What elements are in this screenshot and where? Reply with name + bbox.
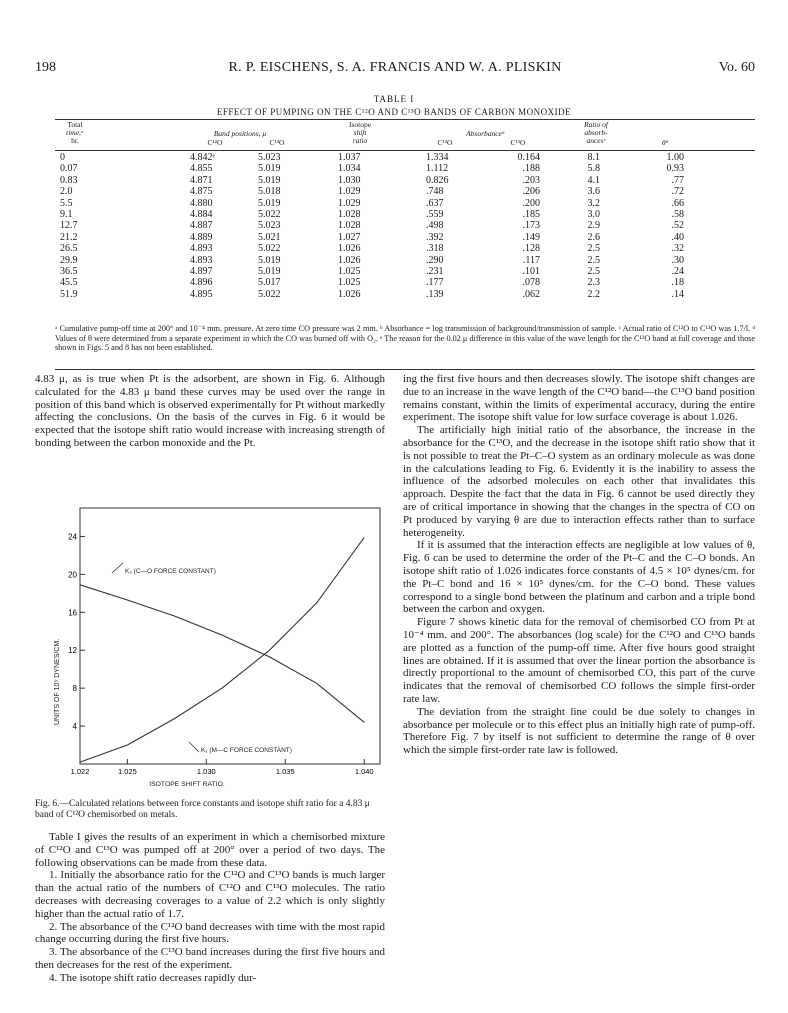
table-cell: 5.5 (60, 197, 73, 209)
table-cell: .24 (671, 265, 684, 277)
table-cell: 1.026 (338, 243, 361, 255)
table-cell: 5.021 (258, 231, 281, 243)
y-tick-label: 12 (68, 646, 77, 656)
table-column (572, 152, 600, 300)
table-cell: 51.9 (60, 288, 78, 300)
table-cell: 4.855 (190, 163, 213, 175)
table-cell: 0.164 (517, 152, 540, 163)
k2-curve (80, 585, 364, 723)
table-cell: 26.5 (60, 243, 78, 255)
table-column (60, 152, 92, 300)
table-cell: .40 (671, 231, 684, 243)
table-cell: .18 (671, 277, 684, 289)
table-cell: 1.027 (338, 231, 361, 243)
table-cell: 2.5 (587, 243, 600, 255)
table-cell: 4.893 (190, 254, 213, 266)
table-cell: 5.019 (258, 174, 281, 186)
table-footnotes: ᵃ Cumulative pump-off time at 200° and 10⁻⁴ mm. pressure. At zero time CO pressure was 2 mm. ᵇ Absorbance = log transmission of background/transmission of sample. ᶜ Actual ratio of C¹²O to C¹³O was 1.7/l. ᵈ Values of θ were determined from a separate experiment in which the CO was burned off with O₂. ᵉ The reason for the 0.02 μ difference in this value of the wave length for the C¹²O band at full coverage and those shown in Figs. 5 and 8 has not been established. (55, 324, 755, 352)
header-abs-c12: C¹²O (437, 138, 453, 147)
table-cell: 1.025 (338, 277, 361, 289)
figure-6-caption: Fig. 6.—Calculated relations between force constants and isotope shift ratio for a 4.83 μ band of C¹²O chemisorbed on metals. (35, 799, 370, 820)
table-cell: 5.019 (258, 265, 281, 277)
table-cell: 1.026 (338, 288, 361, 300)
plot-frame (80, 508, 380, 764)
table-cell: .14 (671, 288, 684, 300)
table-cell: 1.112 (426, 163, 449, 175)
table-cell: 4.1 (587, 174, 600, 186)
table-cell: 4.897 (190, 265, 213, 277)
table-cell: 5.023 (258, 220, 281, 232)
header-abs-c13: C¹³O (510, 138, 526, 147)
y-tick-label: 24 (68, 532, 77, 542)
table-cell: .318 (426, 243, 444, 255)
table-label: TABLE I (373, 94, 415, 104)
header-band: Band positions, μ (213, 129, 267, 138)
table-cell: .392 (426, 231, 444, 243)
header-time: Total time,ᵃ hr. (66, 120, 84, 145)
table-cell: .062 (522, 288, 540, 300)
table-cell: .200 (522, 197, 540, 209)
table-cell: 4.875 (190, 186, 213, 198)
table-cell: 4.884 (190, 208, 213, 220)
table-cell: 2.3 (587, 277, 600, 289)
authors: R. P. EISCHENS, S. A. FRANCIS AND W. A. PLISKIN (228, 60, 562, 75)
table-cell: 29.9 (60, 254, 78, 266)
table-cell: 5.022 (258, 243, 281, 255)
table-cell: 2.5 (587, 265, 600, 277)
table-column (426, 152, 471, 300)
table-cell: 1.030 (338, 174, 361, 186)
paragraph: The deviation from the straight line could be due solely to changes in absorbance per molecule or to this effect plus an initially high rate of pump-off. Therefore Fig. 7 by itself is not sufficient to determine the range of θ over which the simple first-order rate law is followed. (403, 705, 755, 757)
paragraph: 4. The isotope shift ratio decreases rapidly dur- (49, 971, 257, 984)
table-cell: 1.037 (338, 152, 361, 163)
table-cell: 5.017 (258, 277, 281, 289)
table-cell: .72 (671, 186, 684, 198)
left-column-bottom (35, 831, 385, 985)
table-cell: 5.022 (258, 288, 281, 300)
table-cell: .30 (671, 254, 684, 266)
table-cell: 5.023 (258, 152, 281, 163)
table-cell: 0.07 (60, 163, 78, 175)
table-column (498, 152, 540, 300)
paragraph: Figure 7 shows kinetic data for the removal of chemisorbed CO from Pt at 10⁻⁴ mm. and 200°. The absorbances (log scale) for the C¹²O and C¹³O bands are plotted as a function of the pump-off time. After five hours good straight lines are obtained. If it is assumed that over the linear portion the absorbance is directly proportional to the amount of chemisorbed CO, this part of the curve indicates that the removal of chemisorbed CO follows the simple first-order rate law. (403, 616, 755, 705)
running-header (35, 60, 755, 78)
x-tick-label: 1.025 (117, 767, 137, 776)
paragraph: 3. The absorbance of the C¹³O band increases during the first five hours and then decreases for the rest of the experiment. (35, 946, 385, 971)
table-cell: 0.826 (426, 174, 449, 186)
table-cell: .188 (522, 163, 540, 175)
table-column (338, 152, 383, 300)
table-cell: 5.019 (258, 163, 281, 175)
table-cell: 5.022 (258, 208, 281, 220)
table-cell: 1.028 (338, 220, 361, 232)
table-cell: 4.896 (190, 277, 213, 289)
table-cell: .52 (671, 220, 684, 232)
table-top-rule (55, 119, 755, 120)
table-cell: .128 (522, 243, 540, 255)
header-shift: Isotope shift ratio (348, 120, 372, 145)
table-cell: .101 (522, 265, 540, 277)
table-cell: .117 (522, 254, 540, 266)
table-cell: .078 (522, 277, 540, 289)
table-cell: .206 (522, 186, 540, 198)
table-cell: .173 (522, 220, 540, 232)
table-cell: 4.842ᵉ (190, 152, 216, 163)
table-cell: 4.893 (190, 243, 213, 255)
table-cell: 5.019 (258, 197, 281, 209)
table-cell: .498 (426, 220, 444, 232)
table-title: EFFECT OF PUMPING ON THE C¹²O AND C¹³O BANDS OF CARBON MONOXIDE (216, 107, 572, 117)
table-column (648, 152, 684, 300)
x-tick-label: 1.040 (354, 767, 374, 776)
table-cell: 21.2 (60, 231, 78, 243)
table-cell: .290 (426, 254, 444, 266)
header-theta: θᵈ (661, 138, 668, 147)
table-cell: 4.880 (190, 197, 213, 209)
table-cell: .77 (671, 174, 684, 186)
table-cell: 0.93 (666, 163, 684, 175)
x-axis-label: ISOTOPE SHIFT RATIO. (149, 781, 225, 788)
table-cell: 1.00 (666, 152, 684, 163)
y-tick-label: 8 (72, 684, 77, 694)
table-cell: .185 (522, 208, 540, 220)
table-cell: 1.028 (338, 208, 361, 220)
table-cell: .637 (426, 197, 444, 209)
table-cell: 0 (60, 152, 65, 163)
paragraph: 1. Initially the absorbance ratio for the C¹²O and C¹³O bands is much larger than the actual ratio of the numbers of C¹²O and C¹³O molecules. The ratio decreases with decreasing coverages to a value of 2.2 which is only slightly higher than the actual ratio of 1.7. (35, 869, 385, 920)
y-tick-label: 16 (68, 608, 77, 618)
table-cell: .139 (426, 288, 444, 300)
paragraph: 2. The absorbance of the C¹²O band decreases with time with the most rapid change occurring during the first five hours. (35, 920, 385, 946)
table-cell: .748 (426, 186, 444, 198)
table-cell: 8.1 (587, 152, 600, 163)
k1-label: K₁ (M—C FORCE CONSTANT) (201, 747, 292, 754)
table-cell: 0.83 (60, 174, 78, 186)
table-cell: 5.8 (587, 163, 600, 175)
table-cell: .177 (426, 277, 444, 289)
table-cell: .231 (426, 265, 444, 277)
header-absorbance: Absorbanceᵇ (466, 129, 504, 138)
paragraph: ing the first five hours and then decreases slowly. The isotope shift changes are due to an increase in the wave length of the C¹²O band—the C¹³O band position remains constant, within the limits of experimental accuracy, during the entire experiment. The isotope shift value for low surface coverage is about 1.026. (403, 373, 755, 424)
table-cell: 1.334 (426, 152, 449, 163)
x-tick-label: 1.035 (275, 767, 295, 776)
table-cell: .66 (671, 197, 684, 209)
table-cell: .58 (671, 208, 684, 220)
table-cell: 4.895 (190, 288, 213, 300)
paragraph: Table I gives the results of an experiment in which a chemisorbed mixture of C¹²O and C¹³O was pumped off at 200° over a period of two days. The following observations can be made from these data. (35, 831, 385, 869)
table-header-rule (55, 150, 755, 151)
page-number: 198 (35, 60, 56, 75)
y-tick-label: 4 (72, 722, 77, 732)
table-cell: 2.0 (60, 186, 73, 198)
paragraph: If it is assumed that the interaction effects are negligible at low values of θ, Fig. 6 can be used to determine the order of the Pt–C and the C–O bonds. An isotope shift ratio of 1.026 indicates force constants of 4.5 × 10⁵ dynes/cm. for the Pt–C bond and 16 × 10⁵ dynes/cm. for the C–O bond. These values correspond to a single bond between the platinum and carbon and a triple bond between the carbon and oxygen. (403, 539, 755, 616)
table-column (190, 152, 240, 300)
header-ratio: Ratio of absorb- ancesᶜ (584, 120, 608, 145)
table-cell: 3.2 (587, 197, 600, 209)
table-cell: 12.7 (60, 220, 78, 232)
table-cell: 5.019 (258, 254, 281, 266)
right-column (403, 373, 755, 757)
table-cell: .149 (522, 231, 540, 243)
y-axis-label: UNITS OF 10⁵ DYNES/CM. (54, 638, 61, 725)
table-column (258, 152, 308, 300)
table-cell: 2.5 (587, 254, 600, 266)
table-cell: 5.018 (258, 186, 281, 198)
table-cell: 1.025 (338, 265, 361, 277)
header-band-c12: C¹²O (207, 138, 223, 147)
x-tick-label: 1.022 (70, 767, 90, 776)
header-band-c13: C¹³O (269, 138, 285, 147)
table-cell: .32 (671, 243, 684, 255)
table-cell: 4.889 (190, 231, 213, 243)
volume: Vo. 60 (718, 60, 755, 75)
table-bottom-rule (55, 369, 755, 370)
k2-label: K₂ (C—O FORCE CONSTANT) (125, 568, 216, 575)
table-cell: 2.6 (587, 231, 600, 243)
paragraph: The artificially high initial ratio of the absorbance, the increase in the absorbance for the C¹³O, and the decrease in the isotope shift ratio show that it is not possible to treat the Pt–C–O system as an ordinary molecule as was done in the calculations leading to Fig. 6. Evidently it is the inability to assess the influence of the adsorbed molecules on each other that invalidates this approach. Despite the fact that the data in Fig. 6 cannot be used directly they are of critical importance in showing that the changes in the spectra of CO on Pt produced by varying θ are due to interaction effects rather than to surface heterogeneity. (403, 424, 755, 539)
table-cell: 4.887 (190, 220, 213, 232)
table-cell: 45.5 (60, 277, 78, 289)
figure-6-chart (35, 500, 390, 798)
table-cell: .203 (522, 174, 540, 186)
table-cell: 1.026 (338, 254, 361, 266)
table-cell: 2.2 (587, 288, 600, 300)
table-cell: 2.9 (587, 220, 600, 232)
table-cell: 1.029 (338, 186, 361, 198)
left-column-top (35, 373, 385, 450)
table-cell: .559 (426, 208, 444, 220)
k1-curve (80, 537, 364, 762)
table-cell: 36.5 (60, 265, 78, 277)
y-tick-label: 20 (68, 570, 77, 580)
table-cell: 4.871 (190, 174, 213, 186)
x-tick-label: 1.030 (196, 767, 216, 776)
table-cell: 1.029 (338, 197, 361, 209)
paragraph: 4.83 μ, as is true when Pt is the adsorbent, are shown in Fig. 6. Although calculated for the 4.83 μ band these curves may be used over the range in position of this band which is observed experimentally for Pt without markedly affecting the conclusions. On the basis of the curves in Fig. 6 it would be expected that the isotope shift ratio would increase with increasing strength of bonding between the carbon monoxide and the Pt. (35, 373, 385, 449)
table-cell: 3.6 (587, 186, 600, 198)
table-cell: 9.1 (60, 208, 73, 220)
table-cell: 1.034 (338, 163, 361, 175)
table-cell: 3.0 (587, 208, 600, 220)
